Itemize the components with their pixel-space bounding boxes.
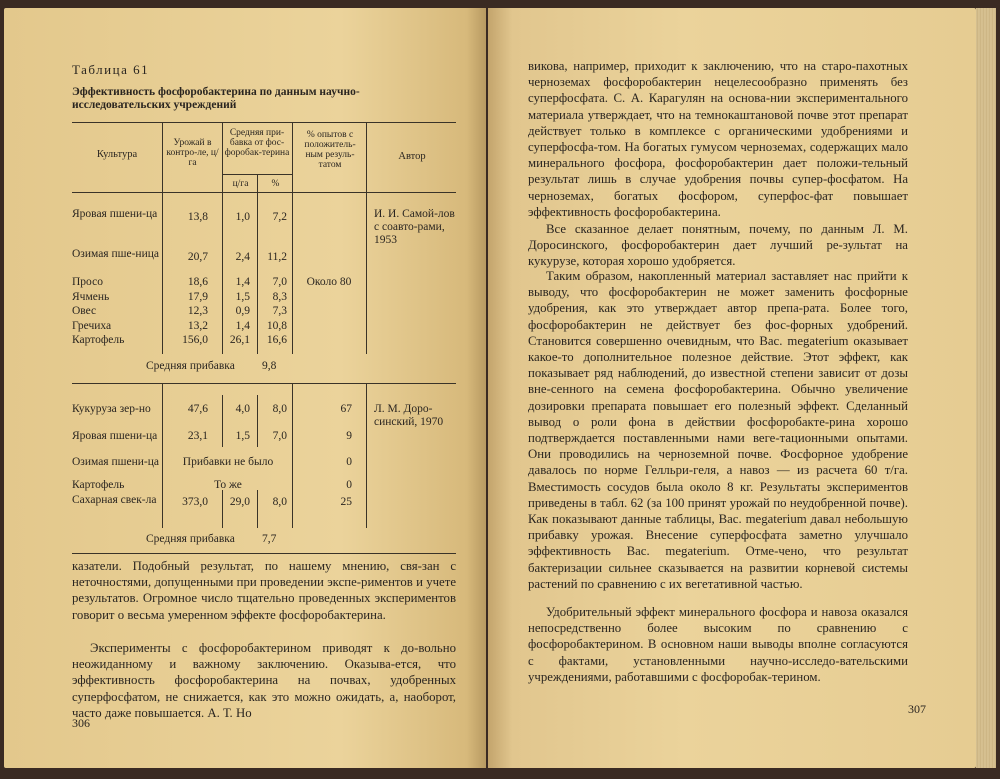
right-paragraph-2-text: Все сказанное делает понятным, почему, по данным Л. М. Доросинского, фосфоробактерин дает лучший ре-зультат на кукурузе, которая хорошо удобряется. — [528, 222, 908, 269]
cell-culture: Картофель — [72, 334, 125, 346]
cell-gain-pct: 7,3 — [272, 305, 287, 317]
cell-gain-pct: 8,0 — [272, 496, 287, 508]
cell-yield: 17,9 — [187, 291, 208, 303]
table-rule-top — [72, 122, 456, 123]
cell-gain-cha: 26,1 — [229, 334, 250, 346]
cell-culture: Озимая пшени-ца — [72, 456, 159, 468]
table-rule-bottom — [72, 553, 456, 554]
cell-gain-pct: 8,3 — [272, 291, 287, 303]
cell-positive: 9 — [346, 430, 352, 442]
average-gain-value: 7,7 — [262, 533, 277, 545]
average-gain-label: Средняя прибавка — [146, 360, 235, 372]
header-author: Автор — [398, 151, 426, 162]
cell-yield: 20,7 — [187, 251, 208, 263]
cell-yield: 18,6 — [187, 276, 208, 288]
header-positive: % опытов с положитель-ным резуль-татом — [304, 130, 356, 170]
cell-gain-pct: 11,2 — [267, 251, 287, 263]
cell-yield: 373,0 — [182, 496, 208, 508]
cell-gain-cha: 2,4 — [235, 251, 250, 263]
cell-gain-cha: 29,0 — [229, 496, 250, 508]
cell-gain-cha: 1,4 — [235, 320, 250, 332]
cell-gain-pct: 16,6 — [266, 334, 287, 346]
cell-gain-cha: 1,4 — [235, 276, 250, 288]
right-paragraph-4-text: Удобрительный эффект минерального фосфора и навоза оказался непосредственно более высоким по сравнению с фосфоробактерином. В основном наши выводы вполне согласуются с фактами, установленными научно-исследо-вательскими учреждениями, работавшими с фосфоробак-терином. — [528, 605, 908, 684]
cell-gain-pct: 7,0 — [272, 276, 287, 288]
right-paragraph-4 — [528, 604, 908, 685]
cell-culture: Яровая пшени-ца — [72, 430, 158, 442]
cell-span-note: Прибавки не было — [182, 456, 274, 468]
page-number-left: 306 — [72, 716, 90, 730]
cell-culture: Гречиха — [72, 320, 112, 332]
cell-gain-pct: 8,0 — [272, 403, 287, 415]
table-caption: Таблица 61 — [72, 62, 150, 77]
right-paragraph-1: викова, например, приходит к заключению, что на старо-пахотных черноземах фосфоробактерин нецелесообразно применять без суперфосфата. С. А. Карагулян на основа-нии экспериментального материала утверждает, что на темнокаштановой почве этот препарат действует только в комплексе с органическими удобрениями и суперфосфа-том. На богатых гумусом черноземах, содержащих мало минерального фосфора, фосфоробактерин дает положи-тельный результат лишь в случае удобрения почвы супер-фосфатом. На черноземах, богатых фосфором, суперфос-фат повышает эффективность фосфоробактерина. — [528, 59, 908, 219]
header-gain-pct: % — [271, 179, 280, 189]
cell-gain-pct: 10,8 — [266, 320, 287, 332]
cell-culture: Ячмень — [72, 291, 110, 303]
table-rule-header — [72, 192, 456, 193]
left-paragraph-2 — [72, 640, 456, 721]
page-number-right: 307 — [908, 702, 926, 716]
cell-culture: Просо — [72, 276, 103, 288]
cell-author-group2: Л. М. Доро-синский, 1970 — [374, 403, 444, 428]
cell-positive: 0 — [346, 479, 352, 491]
cell-culture: Овес — [72, 305, 97, 317]
table-vrule — [162, 122, 163, 354]
cell-yield: 12,3 — [187, 305, 208, 317]
cell-gain-cha: 0,9 — [235, 305, 250, 317]
header-yield: Урожай в контро-ле, ц/га — [166, 138, 219, 168]
cell-yield: 13,2 — [187, 320, 208, 332]
right-paragraph-3 — [528, 268, 908, 592]
table-vrule — [366, 383, 367, 528]
cell-author-group1: И. И. Самой-лов с соавто-рами, 1953 — [374, 208, 455, 246]
cell-gain-cha: 1,5 — [235, 291, 250, 303]
header-culture: Культура — [96, 149, 138, 160]
cell-culture: Яровая пшени-ца — [72, 208, 158, 220]
table-title: Эффективность фосфоробактерина по данным научно-исследовательских учреждений — [72, 86, 360, 111]
table-rule-group — [72, 383, 456, 384]
cell-gain-cha: 1,5 — [235, 430, 250, 442]
cell-culture: Кукуруза зер-но — [72, 403, 151, 415]
cell-positive: 67 — [340, 403, 352, 415]
average-gain-label: Средняя прибавка — [146, 533, 235, 545]
cell-span-note: То же — [214, 479, 242, 491]
cell-yield: 13,8 — [187, 211, 208, 223]
page-edge — [976, 8, 996, 768]
cell-positive: 0 — [346, 456, 352, 468]
cell-positive: 25 — [340, 496, 352, 508]
right-paragraph-3-text: Таким образом, накопленный материал заставляет нас прийти к выводу, что фосфоробактерин не может заменить фосфорные удобрения, как это утверждает автор препа-рата. Более того, фосфоробактерин не действует без фос-форных удобрений. Становится совершенно очевидным, что Bac. megaterium оказывает какое-то дополнительное полезное действие. Этот эффект, как показывает ряд наблюдений, до известной степени зависит от дозы вне-сенного на семена фосфоробактерина. Обычно увеличение дозировки препарата повышает его полезный эффект. Сделанный вывод о роли фона в действии фосфоробакте-рина хорошо подтверждается поставленными нами веге-тационными опытами. Они проводились на черноземной почве. Фосфорное удобрение давалось по норме Гелльри-геля, а навоз — из расчета 60 т/га. Вместимость сосудов была около 8 кг. Результаты экспериментов приведены в табл. 62 (за 100 принят урожай по неудобренной почве). Как показывают данные таблицы, Bac. megaterium давал небольшую прибавку урожая. Внесение суперфосфата заметно улучшало эффективность Bac. megaterium. Отме-чено, что результат бактеризации сильнее сказывается на развитии корневой системы растений по сравнению с их вегетативной частью. — [528, 269, 908, 591]
cell-culture: Сахарная свек-ла — [72, 494, 157, 506]
average-gain-value: 9,8 — [262, 360, 277, 372]
table-vrule — [366, 122, 367, 354]
cell-gain-cha: 1,0 — [235, 211, 250, 223]
header-gain: Средняя при-бавка от фос-форобак-терина — [224, 128, 290, 158]
cell-gain-cha: 4,0 — [235, 403, 250, 415]
cell-yield: 23,1 — [187, 430, 208, 442]
left-paragraph-2-text: Эксперименты с фосфоробактерином приводят к до-вольно неожиданному и важному заключению. Оказыва-ется, что эффективность фосфоробактерина на почвах, удобренных суперфосфатом, не снижается, как это можно ожидать, а, наоборот, часто даже повышается. А. Т. Но — [72, 641, 456, 720]
cell-culture: Озимая пше-ница — [72, 248, 159, 260]
cell-gain-pct: 7,2 — [272, 211, 287, 223]
table-vrule — [292, 122, 293, 354]
cell-yield: 156,0 — [182, 334, 208, 346]
table-vrule — [292, 383, 293, 528]
cell-positive-group1: Около 80 — [306, 276, 352, 288]
cell-yield: 47,6 — [187, 403, 208, 415]
cell-culture: Картофель — [72, 479, 125, 491]
right-paragraph-2 — [528, 221, 908, 270]
left-paragraph-1: казатели. Подобный результат, по нашему мнению, свя-зан с неточностями, допущенными при проведении экспе-риментов и учете результатов. Огромное число тщательно проведенных экспериментов говорит о весьма умеренном эффекте фосфоробактерина. — [72, 559, 456, 622]
header-gain-cha: ц/га — [232, 179, 249, 189]
cell-gain-pct: 7,0 — [272, 430, 287, 442]
table-vrule — [162, 383, 163, 528]
